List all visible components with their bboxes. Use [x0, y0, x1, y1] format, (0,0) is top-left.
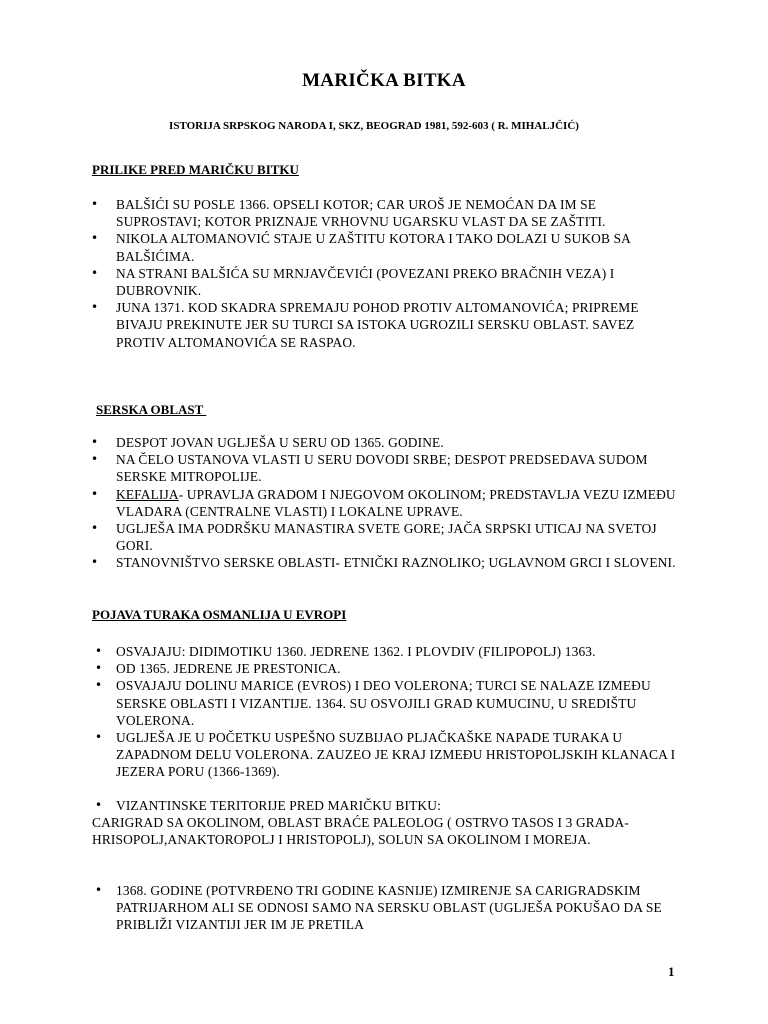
- list-item: • JUNA 1371. KOD SKADRA SPREMAJU POHOD PROTIV ALTOMANOVIĆA; PRIPREME BIVAJU PREKINUTE JER SU TURCI SA ISTOKA UGROZILI SERSKU OBLAST. SAVEZ PROTIV ALTOMANOVIĆA SE RASPAO.: [91, 299, 676, 351]
- list-item: • OSVAJAJU DOLINU MARICE (EVROS) I DEO VOLERONA; TURCI SE NALAZE IZMEĐU SERSKE OBLASTI I VIZANTIJE. 1364. SU OSVOJILI GRAD KUMUCINU, U SREDIŠTU VOLERONA.: [92, 677, 684, 729]
- list-item: • BALŠIĆI SU POSLE 1366. OPSELI KOTOR; CAR UROŠ JE NEMOĆAN DA IM SE SUPROSTAVI; KOTOR PRIZNAJE VRHOVNU UGARSKU VLAST DA SE ZAŠTITI.: [91, 196, 676, 230]
- list-item: • NA STRANI BALŠIĆA SU MRNJAVČEVIĆI (POVEZANI PREKO BRAČNIH VEZA) I DUBROVNIK.: [91, 265, 676, 299]
- list-item: • OD 1365. JEDRENE JE PRESTONICA.: [92, 660, 684, 677]
- section-list-pojava-turaka: [92, 643, 684, 781]
- list-item: • VIZANTINSKE TERITORIJE PRED MARIČKU BITKU:: [92, 797, 684, 814]
- list-item: • NIKOLA ALTOMANOVIĆ STAJE U ZAŠTITU KOTORA I TAKO DOLAZI U SUKOB SA BALŠIĆIMA.: [91, 230, 676, 264]
- section-list-serska-oblast: [116, 434, 676, 572]
- list-item: • UGLJEŠA IMA PODRŠKU MANASTIRA SVETE GORE; JAČA SRPSKI UTICAJ NA SVETOJ GORI.: [91, 520, 676, 554]
- term-kefalija: KEFALIJA: [116, 486, 179, 502]
- reconciliation-list: [92, 882, 684, 934]
- page-number: 1: [668, 964, 675, 979]
- section-heading-serska-oblast: SERSKA OBLAST: [96, 402, 207, 417]
- section-heading-pojava-turaka: POJAVA TURAKA OSMANLIJA U EVROPI: [92, 607, 347, 622]
- byzantine-territories-text: CARIGRAD SA OKOLINOM, OBLAST BRAĆE PALEOLOG ( OSTRVO TASOS I 3 GRADA- HRISOPOLJ,ANAKTOROPOLJ I HRISTOPOLJ), SOLUN SA OKOLINOM I MOREJA.: [92, 815, 629, 848]
- list-item: • OSVAJAJU: DIDIMOTIKU 1360. JEDRENE 1362. I PLOVDIV (FILIPOPOLJ) 1363.: [92, 643, 684, 660]
- list-item: • NA ČELO USTANOVA VLASTI U SERU DOVODI SRBE; DESPOT PREDSEDAVA SUDOM SERSKE MITROPOLIJE.: [91, 451, 676, 485]
- list-item: • STANOVNIŠTVO SERSKE OBLASTI- ETNIČKI RAZNOLIKO; UGLAVNOM GRCI I SLOVENI.: [91, 554, 676, 571]
- section-list-prilike: [116, 196, 676, 351]
- list-item-text: - UPRAVLJA GRADOM I NJEGOVOM OKOLINOM; PREDSTAVLJA VEZU IZMEĐU VLADARA (CENTRALNE VLASTI) I LOKALNE UPRAVE.: [116, 486, 676, 519]
- section-heading-prilike: PRILIKE PRED MARIČKU BITKU: [92, 162, 299, 177]
- document-title: MARIČKA BITKA: [302, 70, 466, 91]
- list-item: • UGLJEŠA JE U POČETKU USPEŠNO SUZBIJAO PLJAČKAŠKE NAPADE TURAKA U ZAPADNOM DELU VOLERONA. ZAUZEO JE KRAJ IZMEĐU HRISTOPOLJSKIH KLANACA I JEZERA PORU (1366-1369).: [92, 729, 684, 781]
- list-item: [91, 486, 676, 520]
- list-item: • 1368. GODINE (POTVRĐENO TRI GODINE KASNIJE) IZMIRENJE SA CARIGRADSKIM PATRIJARHOM ALI SE ODNOSI SAMO NA SERSKU OBLAST (UGLJEŠA POKUŠAO DA SE PRIBLIŽI VIZANTIJI JER IM JE PRETILA: [92, 882, 684, 934]
- source-citation: ISTORIJA SRPSKOG NARODA I, SKZ, BEOGRAD 1981, 592-603 ( R. MIHALJČIĆ): [169, 120, 579, 132]
- byzantine-territories-list: [92, 797, 684, 814]
- list-item: • DESPOT JOVAN UGLJEŠA U SERU OD 1365. GODINE.: [91, 434, 676, 451]
